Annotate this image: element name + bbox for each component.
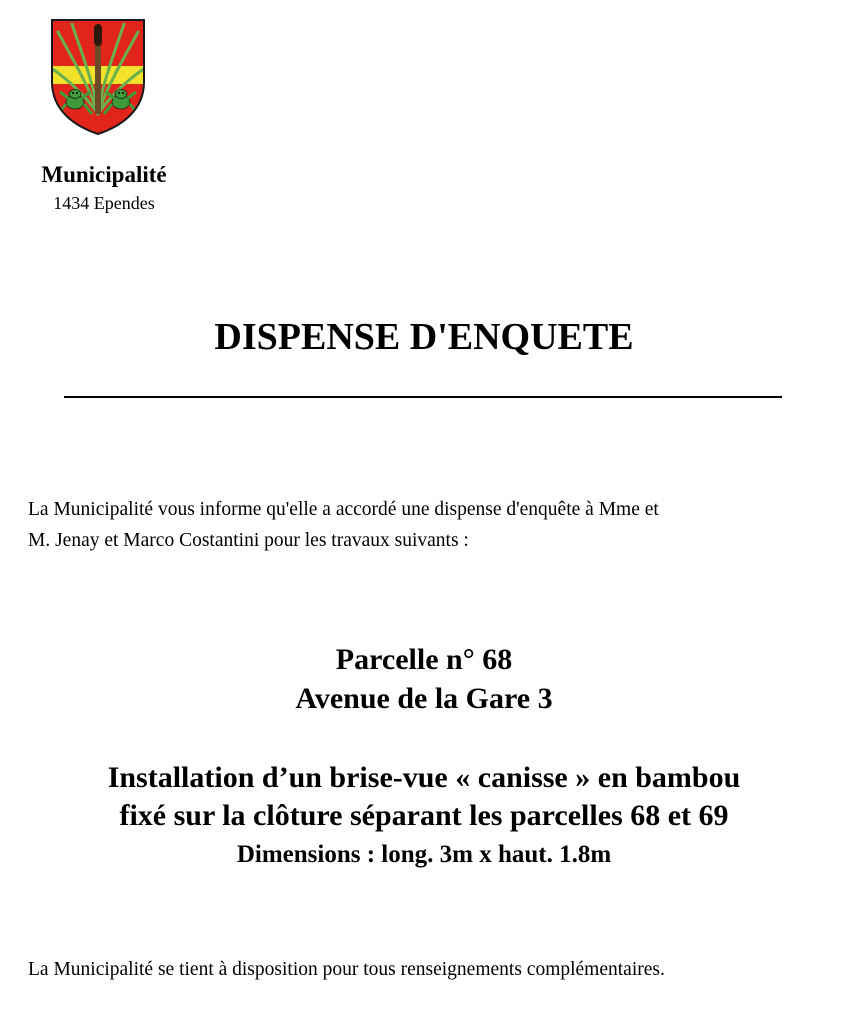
org-address: 1434 Ependes <box>53 193 155 213</box>
parcel-address: Avenue de la Gare 3 <box>295 682 553 715</box>
page-title: DISPENSE D'ENQUETE <box>214 316 634 358</box>
title-underline <box>64 396 782 398</box>
parcel-number: Parcelle n° 68 <box>335 643 513 676</box>
intro-line-1: La Municipalité vous informe qu'elle a accordé une dispense d'enquête à Mme et <box>28 499 659 520</box>
closing-paragraph: La Municipalité se tient à disposition pour tous renseignements complémentaires. <box>28 959 665 980</box>
works-line-2: fixé sur la clôture séparant les parcelles 68 et 69 <box>119 799 729 832</box>
org-name: Municipalité <box>41 162 167 187</box>
coat-of-arms-logo <box>50 18 146 136</box>
works-line-1: Installation d’un brise-vue « canisse » en bambou <box>107 761 741 794</box>
intro-line-2: M. Jenay et Marco Costantini pour les travaux suivants : <box>28 530 469 551</box>
works-dimensions: Dimensions : long. 3m x haut. 1.8m <box>236 841 612 868</box>
intro-paragraph <box>28 494 828 556</box>
